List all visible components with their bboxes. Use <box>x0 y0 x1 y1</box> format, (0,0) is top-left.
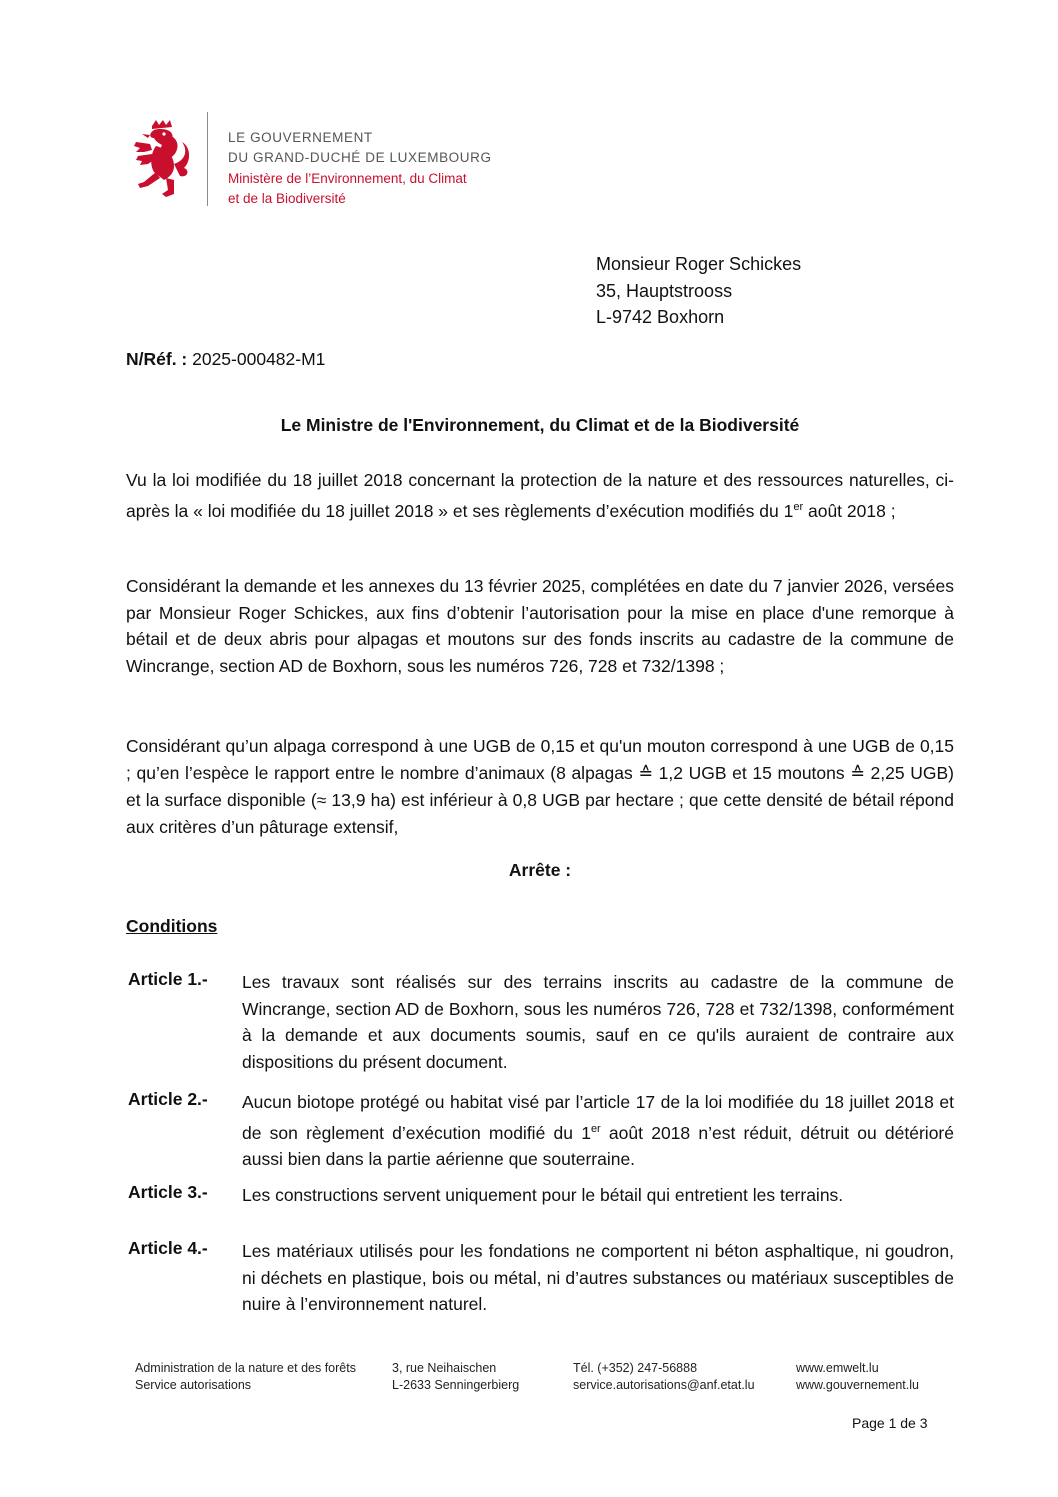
footer-administration <box>135 1360 356 1394</box>
ministry-name-line2: et de la Biodiversité <box>228 191 346 206</box>
recipient-city: L-9742 Boxhorn <box>596 307 725 327</box>
article-2-text-end: août 2018 n’est réduit, détruit ou détérioré aussi bien dans la partie aérienne que souterraine. <box>242 1122 954 1169</box>
article-3-text: Les constructions servent uniquement pour le bétail qui entretient les terrains. <box>242 1185 844 1205</box>
red-lion-icon <box>130 120 194 198</box>
footer-service-name: Service autorisations <box>135 1378 252 1392</box>
reference-line <box>126 346 325 373</box>
article-3-label: Article 3.- <box>128 1182 208 1202</box>
reference-label: N/Réf. : <box>126 349 188 369</box>
article-2-label: Article 2.- <box>128 1089 208 1109</box>
article-4-text: Les matériaux utilisés pour les fondations ne comportent ni béton asphaltique, ni goudron, ni déchets en plastique, bois ou métal, ni d’autres substances ou matériaux susceptibles de nuire à l’environnement naturel. <box>242 1241 954 1314</box>
footer-street: 3, rue Neihaischen <box>392 1361 497 1375</box>
footer-website-gouvernement[interactable]: www.gouvernement.lu <box>796 1378 919 1392</box>
vu-text-end: août 2018 ; <box>803 500 896 521</box>
page-number: Page 1 de 3 <box>852 1415 928 1431</box>
document-title: Le Ministre de l'Environnement, du Climat et de la Biodiversité <box>280 415 800 435</box>
conditions-heading: Conditions <box>126 916 218 936</box>
reference-value: 2025-000482-M1 <box>187 349 326 369</box>
recipient-name: Monsieur Roger Schickes <box>596 254 802 274</box>
footer-contact <box>573 1360 755 1394</box>
recipient-street: 35, Hauptstrooss <box>596 281 733 301</box>
footer-admin-name: Administration de la nature et des forêts <box>135 1361 356 1375</box>
footer-email[interactable]: service.autorisations@anf.etat.lu <box>573 1378 755 1392</box>
article-1-text: Les travaux sont réalisés sur des terrains inscrits au cadastre de la commune de Wincrange, section AD de Boxhorn, sous les numéros 726, 728 et 732/1398, conformément à la demande et aux documents soumis, sauf en ce qu'ils auraient de contraire aux dispositions du présent document. <box>242 972 954 1072</box>
article-2-superscript: er <box>590 1122 601 1135</box>
footer-website-emwelt[interactable]: www.emwelt.lu <box>796 1361 879 1375</box>
article-2-text-start: Aucun biotope protégé ou habitat visé par l’article 17 de la loi modifiée du 18 juillet 2018 et de son règlement d’exécution modifié du 1 <box>242 1092 954 1143</box>
article-2-text <box>242 1089 954 1172</box>
vu-paragraph <box>126 467 954 524</box>
article-4-label: Article 4.- <box>128 1238 208 1258</box>
considerant-paragraph-1: Considérant la demande et les annexes du 13 février 2025, complétées en date du 7 janvier 2026, versées par Monsieur Roger Schickes, aux fins d’obtenir l’autorisation pour la mise en place d'une remorque à bétail et de deux abris pour alpagas et moutons sur des fonds inscrits au cadastre de la commune de Wincrange, section AD de Boxhorn, sous les numéros 726, 728 et 732/1398 ; <box>126 576 954 676</box>
footer-phone: Tél. (+352) 247-56888 <box>573 1361 698 1375</box>
article-1-label: Article 1.- <box>128 969 208 989</box>
considerant-paragraph-2: Considérant qu’un alpaga correspond à une UGB de 0,15 et qu'un mouton correspond à une UGB de 0,15 ; qu’en l’espèce le rapport entre le nombre d’animaux (8 alpagas ≙ 1,2 UGB et 15 moutons ≙ 2,25 UGB) et la surface disponible (≈ 13,9 ha) est inférieur à 0,8 UGB par hectare ; que cette densité de bétail répond aux critères d’un pâturage extensif, <box>126 736 954 837</box>
vu-superscript: er <box>793 500 804 513</box>
vu-text: Vu la loi modifiée du 18 juillet 2018 concernant la protection de la nature et des ressources naturelles, ci-après la « loi modifiée du 18 juillet 2018 » et ses règlements d’exécution modifiés du 1 <box>126 470 954 521</box>
header-divider <box>207 112 208 206</box>
government-title-line2: DU GRAND-DUCHÉ DE LUXEMBOURG <box>228 150 492 165</box>
footer-city: L-2633 Senningerbierg <box>392 1378 520 1392</box>
government-title-line1: LE GOUVERNEMENT <box>228 130 373 145</box>
ministry-name-line1: Ministère de l’Environnement, du Climat <box>228 171 467 186</box>
arrete-heading: Arrête : <box>508 860 572 880</box>
footer-address <box>392 1360 519 1394</box>
footer-websites <box>796 1360 919 1394</box>
